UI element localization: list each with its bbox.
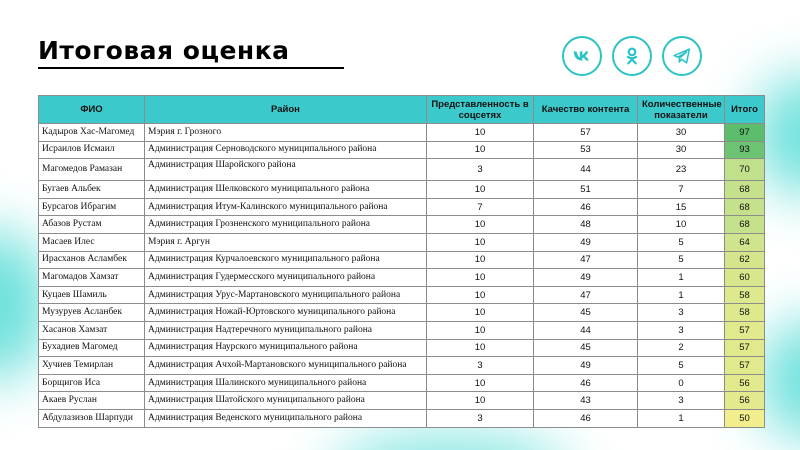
cell-quality: 48	[534, 216, 638, 234]
table-row	[39, 198, 765, 216]
decor-glow-right-bottom	[760, 320, 800, 440]
cell-name: Куцаев Шамиль	[39, 286, 145, 304]
cell-district: Мэрия г. Аргун	[145, 233, 427, 251]
cell-total: 97	[725, 124, 765, 142]
cell-quantity: 10	[638, 216, 725, 234]
cell-total: 62	[725, 251, 765, 269]
col-header-quality: Качество контента	[534, 96, 638, 124]
social-links	[562, 36, 702, 76]
cell-presence: 10	[427, 392, 534, 410]
cell-total: 68	[725, 198, 765, 216]
cell-district: Администрация Ачхой-Мартановского муниципального района	[145, 357, 427, 375]
cell-presence: 10	[427, 251, 534, 269]
vk-icon	[571, 45, 593, 67]
cell-presence: 10	[427, 339, 534, 357]
table-row	[39, 321, 765, 339]
cell-quality: 44	[534, 321, 638, 339]
cell-name: Хасанов Хамзат	[39, 321, 145, 339]
cell-presence: 10	[427, 286, 534, 304]
cell-presence: 10	[427, 269, 534, 287]
cell-district: Администрация Урус-Мартановского муниципального района	[145, 286, 427, 304]
telegram-icon	[671, 45, 693, 67]
cell-name: Музуруев Асланбек	[39, 304, 145, 322]
cell-presence: 10	[427, 124, 534, 142]
cell-quantity: 3	[638, 321, 725, 339]
table-row	[39, 304, 765, 322]
cell-total: 93	[725, 141, 765, 159]
cell-quality: 49	[534, 233, 638, 251]
cell-name: Масаев Илес	[39, 233, 145, 251]
cell-total: 68	[725, 181, 765, 199]
cell-quantity: 5	[638, 357, 725, 375]
cell-total: 57	[725, 321, 765, 339]
cell-quantity: 30	[638, 141, 725, 159]
cell-quality: 45	[534, 304, 638, 322]
cell-total: 58	[725, 304, 765, 322]
table-row	[39, 233, 765, 251]
col-header-quantity: Количественные показатели	[638, 96, 725, 124]
cell-quality: 47	[534, 251, 638, 269]
cell-quality: 57	[534, 124, 638, 142]
cell-district: Администрация Грозненского муниципального района	[145, 216, 427, 234]
col-header-total: Итого	[725, 96, 765, 124]
cell-name: Абазов Рустам	[39, 216, 145, 234]
cell-quality: 43	[534, 392, 638, 410]
cell-district: Администрация Ножай-Юртовского муниципального района	[145, 304, 427, 322]
cell-quantity: 30	[638, 124, 725, 142]
decor-glow-bottom	[330, 430, 570, 450]
table-header-row	[39, 96, 765, 124]
table-row	[39, 374, 765, 392]
cell-presence: 3	[427, 357, 534, 375]
table-row	[39, 269, 765, 287]
cell-quantity: 0	[638, 374, 725, 392]
cell-quantity: 3	[638, 392, 725, 410]
cell-quantity: 2	[638, 339, 725, 357]
cell-name: Магомадов Хамзат	[39, 269, 145, 287]
table-row	[39, 357, 765, 375]
cell-name: Ирасханов Асламбек	[39, 251, 145, 269]
cell-presence: 10	[427, 304, 534, 322]
cell-name: Хучиев Темирлан	[39, 357, 145, 375]
cell-total: 58	[725, 286, 765, 304]
table-row	[39, 181, 765, 199]
cell-quality: 49	[534, 269, 638, 287]
cell-presence: 10	[427, 216, 534, 234]
table-row	[39, 141, 765, 159]
ok-link[interactable]	[612, 36, 652, 76]
ok-icon	[621, 45, 643, 67]
cell-quality: 49	[534, 357, 638, 375]
cell-quantity: 1	[638, 409, 725, 427]
cell-quantity: 1	[638, 269, 725, 287]
cell-quantity: 1	[638, 286, 725, 304]
cell-district: Администрация Гудермесского муниципального района	[145, 269, 427, 287]
cell-name: Абдулазизов Шарпуди	[39, 409, 145, 427]
table-row	[39, 251, 765, 269]
cell-quality: 47	[534, 286, 638, 304]
cell-total: 60	[725, 269, 765, 287]
cell-total: 56	[725, 374, 765, 392]
cell-presence: 10	[427, 321, 534, 339]
table-row	[39, 392, 765, 410]
cell-presence: 3	[427, 159, 534, 181]
col-header-district: Район	[145, 96, 427, 124]
cell-district: Администрация Шатойского муниципального района	[145, 392, 427, 410]
cell-quality: 46	[534, 409, 638, 427]
cell-presence: 7	[427, 198, 534, 216]
cell-quality: 46	[534, 198, 638, 216]
cell-quantity: 5	[638, 251, 725, 269]
cell-presence: 10	[427, 141, 534, 159]
col-header-presence: Представленность в соцсетях	[427, 96, 534, 124]
results-table-wrapper	[38, 95, 764, 428]
table-row	[39, 409, 765, 427]
cell-quality: 53	[534, 141, 638, 159]
cell-presence: 3	[427, 409, 534, 427]
cell-total: 56	[725, 392, 765, 410]
table-body	[39, 124, 765, 428]
table-row	[39, 124, 765, 142]
cell-quality: 45	[534, 339, 638, 357]
col-header-name: ФИО	[39, 96, 145, 124]
cell-total: 50	[725, 409, 765, 427]
table-row	[39, 216, 765, 234]
cell-total: 64	[725, 233, 765, 251]
cell-name: Кадыров Хас-Магомед	[39, 124, 145, 142]
cell-name: Бугаев Альбек	[39, 181, 145, 199]
cell-name: Бухадиев Магомед	[39, 339, 145, 357]
table-row	[39, 339, 765, 357]
table-row	[39, 286, 765, 304]
cell-total: 57	[725, 339, 765, 357]
cell-quality: 46	[534, 374, 638, 392]
cell-quantity: 3	[638, 304, 725, 322]
cell-name: Борщигов Иса	[39, 374, 145, 392]
title-underline	[38, 67, 344, 69]
cell-district: Администрация Шаройского района	[145, 159, 427, 181]
cell-quality: 44	[534, 159, 638, 181]
cell-total: 57	[725, 357, 765, 375]
cell-district: Администрация Итум-Калинского муниципального района	[145, 198, 427, 216]
page-title: Итоговая оценка	[38, 36, 290, 65]
cell-name: Бурсагов Ибрагим	[39, 198, 145, 216]
cell-district: Администрация Надтеречного муниципального района	[145, 321, 427, 339]
cell-name: Исраилов Исмаил	[39, 141, 145, 159]
cell-district: Администрация Шелковского муниципального района	[145, 181, 427, 199]
cell-district: Администрация Шалинского муниципального района	[145, 374, 427, 392]
table-row	[39, 159, 765, 181]
cell-district: Администрация Серноводского муниципального района	[145, 141, 427, 159]
telegram-link[interactable]	[662, 36, 702, 76]
cell-quantity: 5	[638, 233, 725, 251]
cell-quality: 51	[534, 181, 638, 199]
cell-presence: 10	[427, 181, 534, 199]
cell-name: Акаев Руслан	[39, 392, 145, 410]
cell-presence: 10	[427, 374, 534, 392]
cell-district: Администрация Веденского муниципального района	[145, 409, 427, 427]
cell-quantity: 7	[638, 181, 725, 199]
cell-presence: 10	[427, 233, 534, 251]
vk-link[interactable]	[562, 36, 602, 76]
cell-total: 70	[725, 159, 765, 181]
results-table	[38, 95, 765, 428]
cell-name: Магомедов Рамазан	[39, 159, 145, 181]
cell-quantity: 15	[638, 198, 725, 216]
cell-district: Администрация Курчалоевского муниципального района	[145, 251, 427, 269]
cell-total: 68	[725, 216, 765, 234]
cell-district: Администрация Наурского муниципального района	[145, 339, 427, 357]
cell-quantity: 23	[638, 159, 725, 181]
cell-district: Мэрия г. Грозного	[145, 124, 427, 142]
